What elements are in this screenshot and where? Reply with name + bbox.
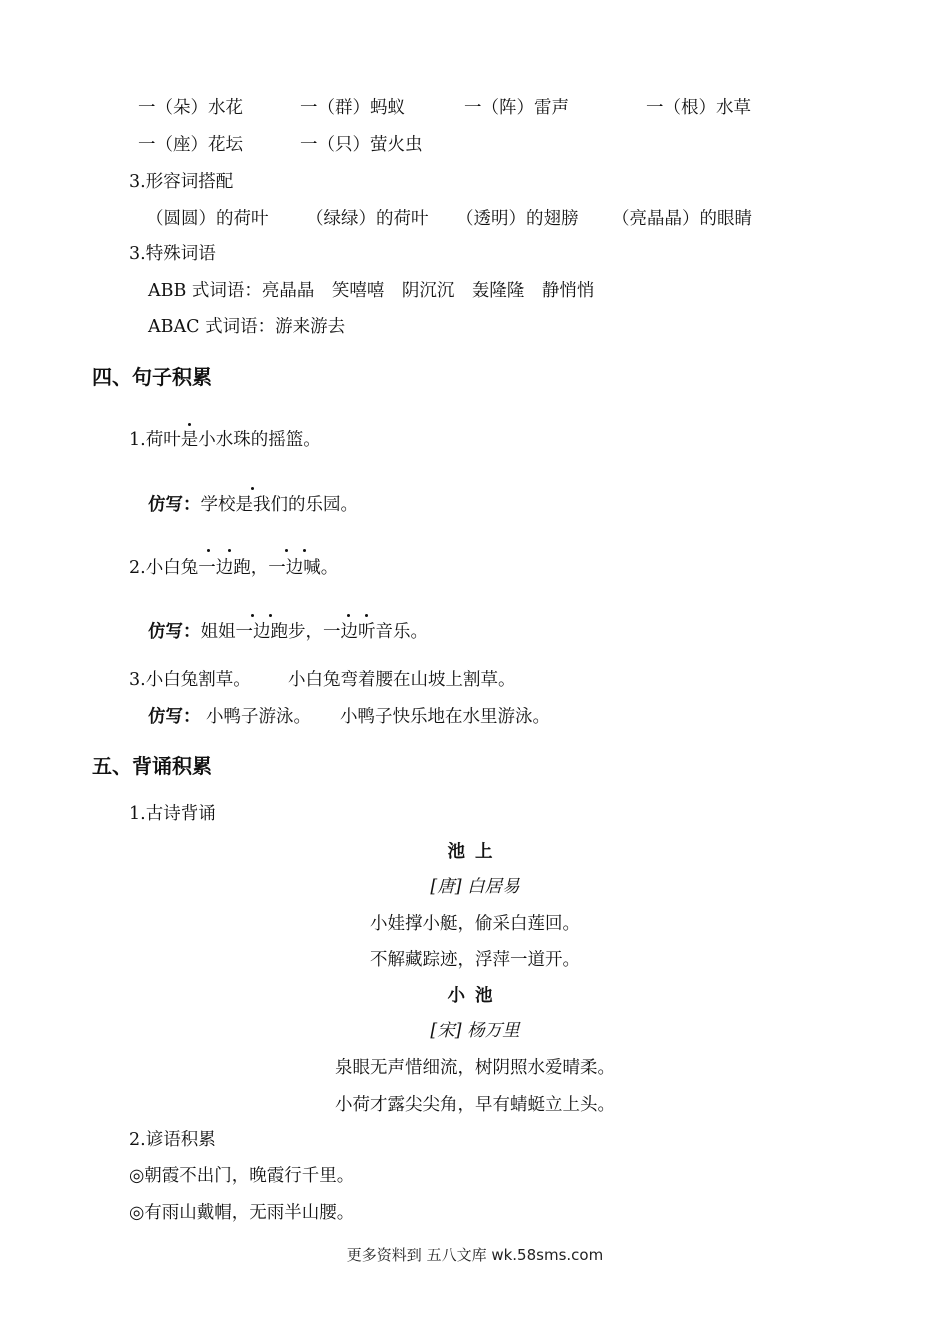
abb-words-line: ABB 式词语：亮晶晶 笑嘻嘻 阴沉沉 轰隆隆 静悄悄 (148, 281, 595, 301)
imitation-label: 仿写： (148, 707, 201, 727)
abac-words-line: ABAC 式词语：游来游去 (148, 317, 346, 337)
proverb-item: ◎朝霞不出门，晚霞行千里。 (129, 1166, 355, 1186)
emphasis-dot (365, 614, 368, 617)
imitation-label: 仿写： (148, 622, 201, 642)
emphasis-dot (347, 614, 350, 617)
adjective-pair: （绿绿）的荷叶 (306, 209, 429, 229)
emphasis-dot (188, 423, 191, 426)
expanded-sentence: 小鸭子快乐地在水里游泳。 (340, 707, 550, 727)
adjective-pair: （亮晶晶）的眼睛 (612, 209, 752, 229)
measure-word: 一（朵）水花 (138, 98, 243, 118)
short-sentence: 3.小白兔割草。 (129, 670, 251, 690)
emphasis-dot (251, 614, 254, 617)
poem-line: 小荷才露尖尖角，早有蜻蜓立上头。 (335, 1095, 615, 1115)
poem-heading: 1.古诗背诵 (129, 804, 216, 824)
measure-word: 一（阵）雷声 (464, 98, 569, 118)
proverb-heading: 2.谚语积累 (129, 1130, 216, 1150)
emphasis-dot (269, 614, 272, 617)
adjective-heading: 3.形容词搭配 (129, 172, 234, 192)
measure-word: 一（座）花坛 (138, 135, 243, 155)
footer-link[interactable]: 更多资料到 五八文库 wk.58sms.com (346, 1246, 604, 1264)
expanded-sentence: 小白兔弯着腰在山坡上割草。 (288, 670, 516, 690)
poem-author: [唐] 白居易 (430, 877, 520, 897)
poem-title: 小池 (447, 986, 503, 1006)
poem-line: 泉眼无声惜细流，树阴照水爱晴柔。 (335, 1058, 615, 1078)
poem-author: [宋] 杨万里 (430, 1021, 520, 1041)
special-words-heading: 3.特殊词语 (129, 244, 216, 264)
sentence-example-2: 2.小白兔一边跑，一边喊。 (129, 558, 339, 578)
imitation-line-2 (148, 620, 428, 644)
imitation-label: 仿写： (148, 495, 201, 515)
imitation-sentence: 学校是我们的乐园。 (200, 495, 358, 515)
short-sentence: 小鸭子游泳。 (206, 707, 311, 727)
emphasis-dot (207, 549, 210, 552)
poem-line: 不解藏踪迹，浮萍一道开。 (370, 950, 580, 970)
measure-word: 一（根）水草 (646, 98, 751, 118)
poem-title: 池上 (447, 842, 503, 862)
adjective-pair: （圆圆）的荷叶 (146, 209, 269, 229)
measure-word: 一（群）蚂蚁 (300, 98, 405, 118)
emphasis-dot (228, 549, 231, 552)
imitation-sentence: 姐姐一边跑步，一边听音乐。 (200, 622, 428, 642)
imitation-line-1 (148, 493, 358, 517)
adjective-pair: （透明）的翅膀 (456, 209, 579, 229)
measure-word: 一（只）萤火虫 (300, 135, 423, 155)
section-title-sentences: 四、句子积累 (92, 365, 212, 389)
proverb-item: ◎有雨山戴帽，无雨半山腰。 (129, 1203, 355, 1223)
emphasis-dot (285, 549, 288, 552)
sentence-example-1: 1.荷叶是小水珠的摇篮。 (129, 430, 321, 450)
emphasis-dot (251, 487, 254, 490)
emphasis-dot (303, 549, 306, 552)
section-title-recitation: 五、背诵积累 (92, 754, 212, 778)
poem-line: 小娃撑小艇，偷采白莲回。 (370, 914, 580, 934)
